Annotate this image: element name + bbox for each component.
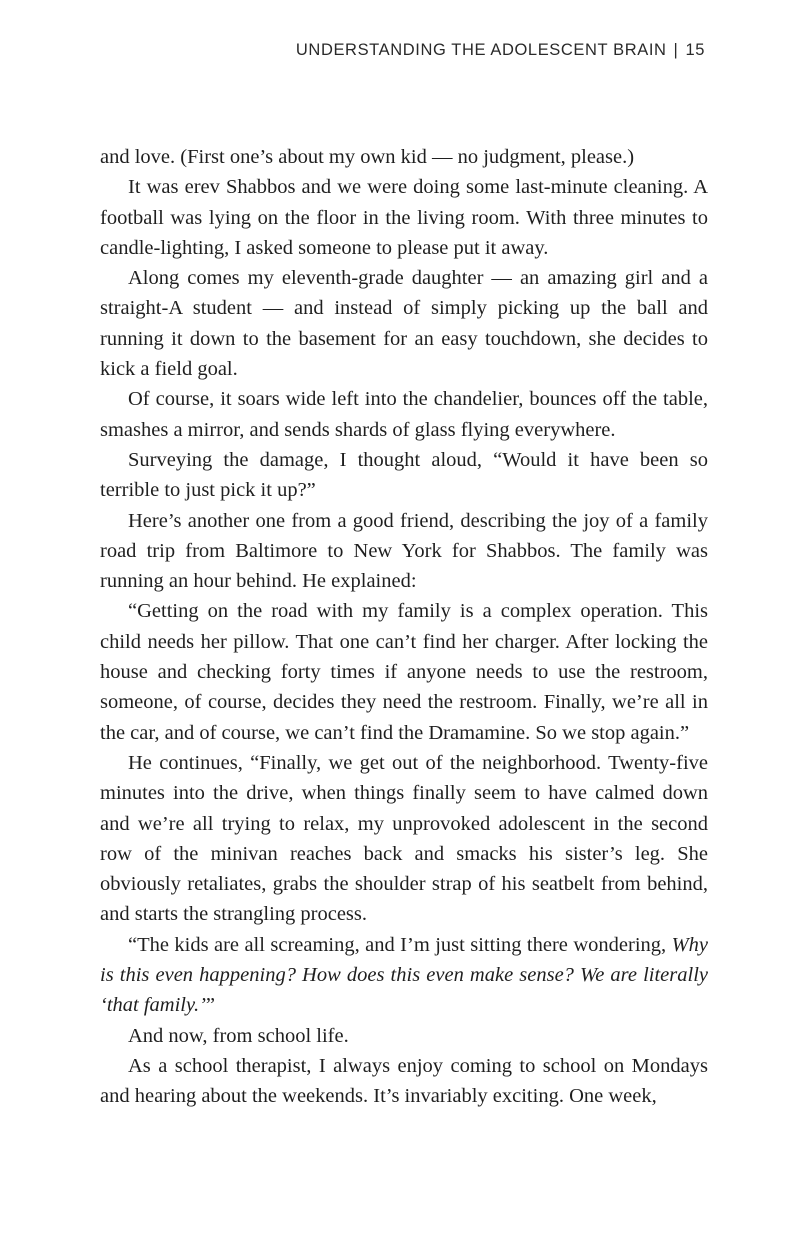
paragraph: He continues, “Finally, we get out of the neighborhood. Twenty-five minutes into the drive, when things finally seem to have calmed down and we’re all trying to relax, my unprovoked adolescent in the second row of the minivan reaches back and smacks his sister’s leg. She obviously retaliates, grabs the shoulder strap of his seatbelt from behind, and starts the strangling process. bbox=[100, 751, 708, 926]
paragraph: Surveying the damage, I thought aloud, “Would it have been so terrible to just pick it up?” bbox=[100, 448, 708, 502]
paragraph: “Getting on the road with my family is a complex operation. This child needs her pillow. That one can’t find her charger. After locking the house and checking forty times if anyone needs to use the restroom, someone, of course, decides they need the restroom. Finally, we’re all in the car, and of course, we can’t find the Dramamine. So we stop again.” bbox=[100, 600, 708, 744]
paragraph: And now, from school life. bbox=[128, 1024, 349, 1047]
quote-close: ” bbox=[205, 994, 216, 1017]
paragraph: It was erev Shabbos and we were doing some last-minute cleaning. A football was lying on the floor in the living room. With three minutes to candle-lighting, I asked someone to please put it away. bbox=[100, 176, 708, 259]
paragraph: As a school therapist, I always enjoy coming to school on Mondays and hearing about the weekends. It’s invariably exciting. One week, bbox=[100, 1054, 708, 1108]
body-text bbox=[100, 142, 708, 1112]
running-head bbox=[296, 41, 705, 60]
page-number: 15 bbox=[685, 41, 705, 59]
paragraph: Here’s another one from a good friend, describing the joy of a family road trip from Baltimore to New York for Shabbos. The family was running an hour behind. He explained: bbox=[100, 509, 708, 593]
italic-thought: Why is this even happening? How does this even make sense? We are literally ‘that family.’ bbox=[100, 933, 708, 1017]
quote-lead: “The kids are all screaming, and I’m just sitting there wondering, bbox=[128, 933, 672, 956]
paragraph: Of course, it soars wide left into the chandelier, bounces off the table, smashes a mirror, and sends shards of glass flying everywhere. bbox=[100, 388, 708, 441]
paragraph-with-italics bbox=[100, 930, 708, 1021]
header-separator: | bbox=[673, 41, 679, 59]
paragraph-continuation: and love. (First one’s about my own kid — no judgment, please.) bbox=[100, 146, 635, 168]
running-title: UNDERSTANDING THE ADOLESCENT BRAIN bbox=[295, 41, 667, 59]
paragraph: Along comes my eleventh-grade daughter — an amazing girl and a straight-A student — and instead of simply picking up the ball and running it down to the basement for an easy touchdown, she decides to kick a field goal. bbox=[100, 267, 708, 381]
